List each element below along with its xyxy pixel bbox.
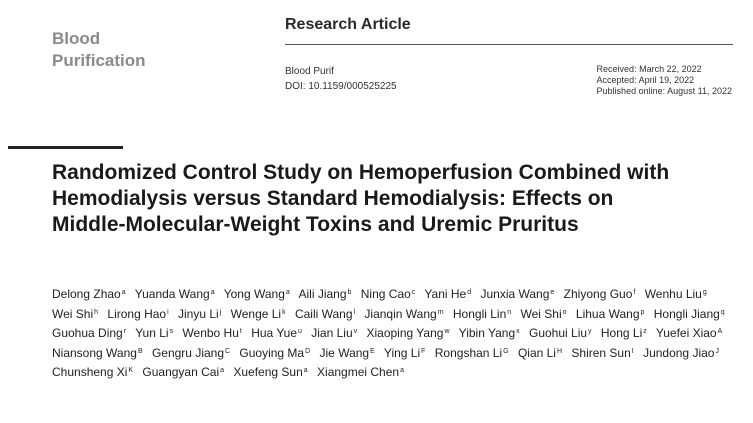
author[interactable] — [364, 307, 443, 321]
author[interactable] — [52, 346, 143, 360]
author-name: Ying Li — [383, 345, 421, 360]
author-name: Jie Wang — [319, 345, 370, 360]
author[interactable] — [564, 287, 636, 301]
author-name: Chunsheng Xi — [52, 365, 128, 380]
author-name: Ning Cao — [360, 287, 411, 301]
affiliation-marker: K — [128, 367, 134, 375]
affiliation-marker: c — [411, 289, 416, 296]
author-name: Wei Shi — [52, 306, 94, 321]
author[interactable] — [52, 326, 126, 340]
author[interactable] — [52, 287, 126, 301]
affiliation-marker: l — [353, 308, 356, 316]
title-rule — [8, 146, 123, 149]
author[interactable] — [295, 307, 355, 321]
author[interactable] — [182, 326, 241, 340]
author-name: Hongli Lin — [452, 306, 507, 321]
affiliation-marker: I — [631, 347, 634, 355]
header-divider — [285, 44, 733, 45]
author-name: Yuefei Xiao — [655, 326, 717, 341]
affiliation-marker: f — [633, 289, 636, 296]
author[interactable] — [142, 365, 224, 379]
author[interactable] — [435, 346, 509, 360]
author[interactable] — [384, 346, 426, 360]
author[interactable] — [135, 287, 215, 301]
author[interactable] — [571, 346, 633, 360]
author[interactable] — [52, 365, 133, 379]
affiliation-marker: i — [167, 308, 169, 316]
author-name: Jinyu Li — [178, 306, 219, 321]
author[interactable] — [251, 326, 302, 340]
author-list — [52, 285, 742, 383]
author[interactable] — [152, 346, 230, 360]
author-name: Yong Wang — [223, 287, 285, 301]
author[interactable] — [366, 326, 449, 340]
author[interactable] — [459, 326, 520, 340]
affiliation-marker: p — [640, 308, 645, 316]
affiliation-marker: D — [305, 347, 311, 355]
affiliation-marker: a — [400, 367, 404, 375]
author-name: Shiren Sun — [571, 345, 631, 360]
author-name: Lihua Wang — [575, 306, 640, 321]
affiliation-marker: k — [282, 308, 286, 316]
affiliation-marker: g — [702, 289, 707, 296]
affiliation-marker: H — [556, 347, 563, 355]
affiliation-marker: y — [588, 328, 592, 336]
affiliation-marker: a — [285, 289, 290, 296]
affiliation-marker: E — [370, 347, 375, 355]
affiliation-marker: F — [421, 347, 426, 355]
date-received: Received: March 22, 2022 — [596, 64, 702, 74]
author[interactable] — [518, 346, 562, 360]
author[interactable] — [178, 307, 221, 321]
citation-doi[interactable]: DOI: 10.1159/000525225 — [285, 81, 397, 92]
author[interactable] — [601, 326, 647, 340]
affiliation-marker: q — [720, 308, 725, 316]
affiliation-marker: u — [298, 328, 302, 336]
affiliation-marker: v — [353, 328, 358, 336]
author-name: Yun Li — [135, 326, 169, 341]
affiliation-marker: w — [444, 328, 450, 336]
date-published: Published online: August 11, 2022 — [596, 86, 732, 96]
author-name: Guangyan Cai — [142, 365, 220, 380]
author[interactable] — [107, 307, 168, 321]
author-name: Guohua Ding — [52, 326, 123, 341]
author-name: Xiangmei Chen — [317, 365, 400, 380]
author[interactable] — [239, 346, 310, 360]
author-name: Hong Li — [600, 326, 643, 341]
author[interactable] — [453, 307, 511, 321]
author-name: Gengru Jiang — [151, 345, 224, 360]
affiliation-marker: j — [219, 308, 222, 316]
affiliation-marker: h — [94, 308, 99, 316]
affiliation-marker: d — [467, 289, 472, 296]
author-name: Delong Zhao — [52, 287, 121, 301]
author-name: Jian Liu — [311, 326, 353, 341]
journal-name-line2: Purification — [52, 51, 146, 70]
author[interactable] — [52, 307, 98, 321]
affiliation-marker: n — [507, 308, 512, 316]
article-type: Research Article — [285, 16, 411, 33]
author[interactable] — [521, 307, 567, 321]
author-name: Zhiyong Guo — [563, 287, 633, 301]
author-name: Guohui Liu — [528, 326, 588, 341]
author-name: Jianqin Wang — [364, 306, 437, 321]
affiliation-marker: t — [239, 328, 242, 336]
citation — [285, 64, 397, 94]
author[interactable] — [361, 287, 416, 301]
affiliation-marker: s — [169, 328, 174, 336]
author[interactable] — [135, 326, 173, 340]
author-name: Yibin Yang — [458, 326, 516, 341]
affiliation-marker: a — [121, 289, 126, 296]
author-name: Jundong Jiao — [643, 345, 715, 360]
article-dates — [597, 64, 732, 97]
author[interactable] — [233, 365, 307, 379]
affiliation-marker: x — [516, 328, 520, 336]
affiliation-marker: z — [643, 328, 647, 336]
author[interactable] — [576, 307, 645, 321]
affiliation-marker: m — [437, 308, 444, 316]
author[interactable] — [224, 287, 290, 301]
affiliation-marker: B — [137, 347, 143, 355]
author[interactable] — [529, 326, 592, 340]
author-name: Wei Shi — [520, 306, 562, 321]
affiliation-marker: a — [210, 289, 215, 296]
author-name: Junxia Wang — [480, 287, 550, 301]
affiliation-marker: G — [503, 347, 509, 355]
author[interactable] — [320, 346, 375, 360]
author[interactable] — [424, 287, 471, 301]
affiliation-marker: J — [715, 347, 719, 355]
affiliation-marker: o — [562, 308, 567, 316]
author-name: Xiaoping Yang — [366, 326, 444, 341]
article-title: Randomized Control Study on Hemoperfusion Combined with Hemodialysis versus Standard Hemodialysis: Effects on Middle-Molecular-Weight Toxins and Uremic Pruritus — [52, 161, 670, 236]
author-name: Hongli Jiang — [653, 306, 720, 321]
author[interactable] — [311, 326, 357, 340]
date-accepted: Accepted: April 19, 2022 — [596, 75, 695, 85]
author-name: Wenbo Hu — [182, 326, 239, 341]
author[interactable] — [231, 307, 286, 321]
author[interactable] — [654, 307, 725, 321]
author[interactable] — [643, 346, 719, 360]
author-name: Wenhu Liu — [644, 287, 702, 301]
author-name: Rongshan Li — [434, 345, 503, 360]
author-name: Guoying Ma — [239, 345, 305, 360]
citation-journal: Blood Purif — [285, 66, 334, 77]
affiliation-marker: e — [550, 289, 555, 296]
author-name: Lirong Hao — [107, 306, 167, 321]
affiliation-marker: a — [303, 367, 308, 375]
author[interactable] — [298, 287, 351, 301]
author-name: Yuanda Wang — [134, 287, 210, 301]
author[interactable] — [645, 287, 707, 301]
author-name: Hua Yue — [251, 326, 298, 341]
affiliation-marker: r — [123, 328, 127, 336]
author[interactable] — [480, 287, 554, 301]
affiliation-marker: a — [220, 367, 225, 375]
affiliation-marker: b — [347, 289, 352, 296]
author-name: Niansong Wang — [52, 345, 137, 360]
author-name: Wenge Li — [230, 306, 282, 321]
author-name: Yani He — [424, 287, 467, 301]
affiliation-marker: C — [225, 347, 231, 355]
journal-name — [52, 28, 146, 72]
author-name: Qian Li — [517, 345, 556, 360]
author-name: Caili Wang — [294, 306, 353, 321]
author[interactable] — [656, 326, 722, 340]
author-name: Xuefeng Sun — [233, 365, 303, 380]
journal-name-line1: Blood — [52, 29, 101, 48]
author-name: Aili Jiang — [298, 287, 347, 301]
affiliation-marker: A — [717, 328, 723, 336]
author[interactable] — [317, 365, 404, 379]
